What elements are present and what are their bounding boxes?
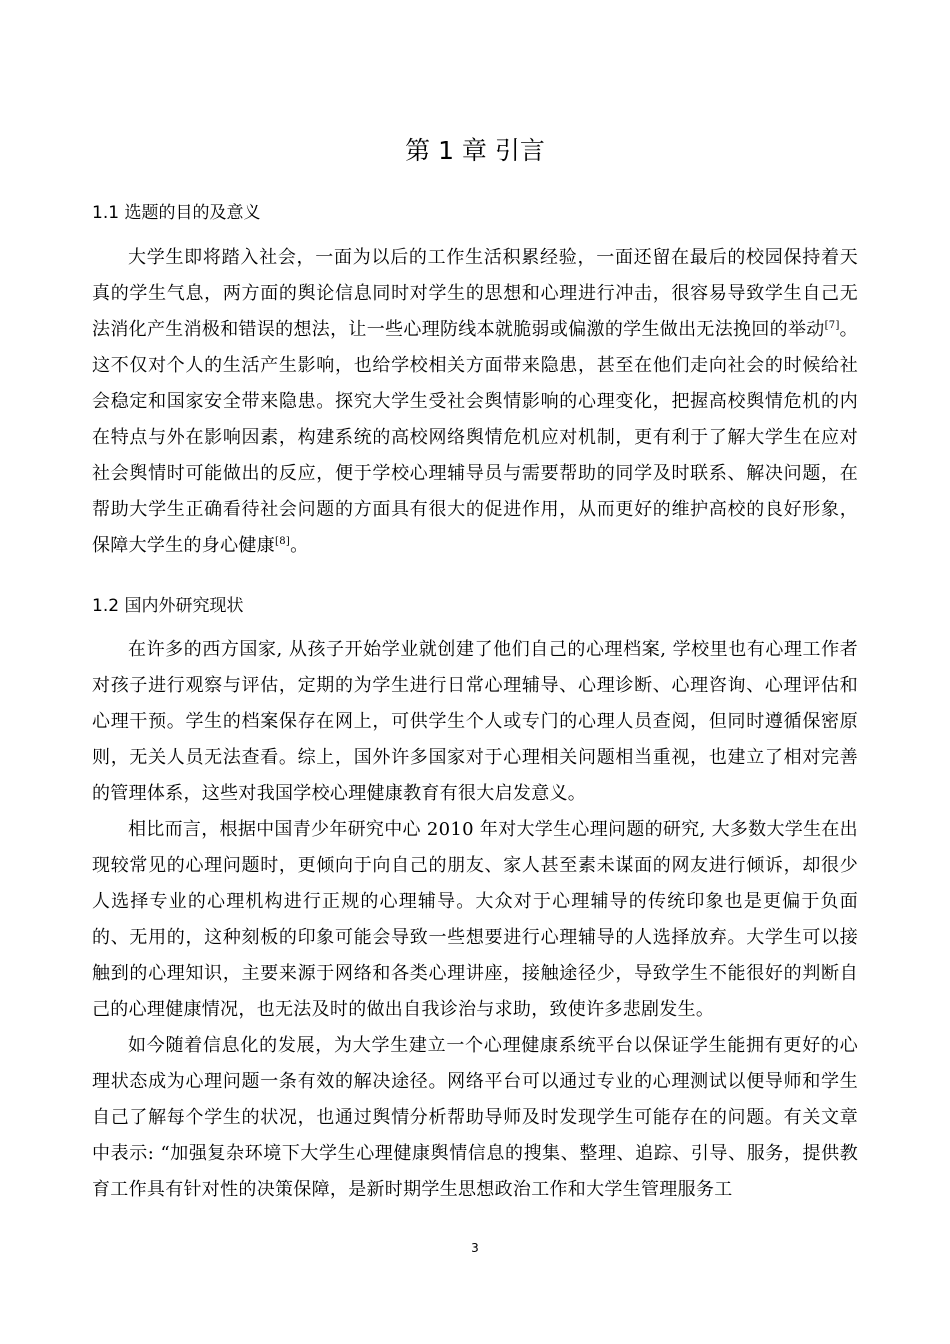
paragraph-text: 大学生即将踏入社会，一面为以后的工作生活积累经验，一面还留在最后的校园保持着天真的学生气息，两方面的舆论信息同时对学生的思想和心理进行冲击，很容易导致学生自己无法消化产生消极和错误的想法，让一些心理防线本就脆弱或偏激的学生做出无法挽回的举动 [92,247,858,340]
document-page [92,0,858,1344]
paragraph-western-countries: 在许多的西方国家, 从孩子开始学业就创建了他们自己的心理档案, 学校里也有心理工作者对孩子进行观察与评估，定期的为学生进行日常心理辅导、心理诊断、心理咨询、心理评估和心理干预。学生的档案保存在网上，可供学生个人或专门的心理人员查阅，但同时遵循保密原则，无关人员无法查看。综上，国外许多国家对于心理相关问题相当重视，也建立了相对完善的管理体系，这些对我国学校心理健康教育有很大启发意义。 [92,639,858,804]
section-heading-1-2: 1.2 国内外研究现状 [92,596,244,616]
citation-ref-7: [7] [824,320,840,331]
paragraph-text: 。 [290,535,309,556]
paragraph-informatization: 如今随着信息化的发展，为大学生建立一个心理健康系统平台以保证学生能拥有更好的心理状态成为心理问题一条有效的解决途径。网络平台可以通过专业的心理测试以便导师和学生自己了解每个学生的状况，也通过舆情分析帮助导师及时发现学生可能存在的问题。有关文章中表示: “加强复杂环境下大学生心理健康舆情信息的搜集、整理、追踪、引导、服务，提供教育工作具有针对性的决策保障，是新时期学生思想政治工作和大学生管理服务工 [92,1035,858,1200]
paragraph-china-comparison: 相比而言，根据中国青少年研究中心 2010 年对大学生心理问题的研究, 大多数大学生在出现较常见的心理问题时，更倾向于向自己的朋友、家人甚至素未谋面的网友进行倾诉，却很少人选择专业的心理机构进行正规的心理辅导。大众对于心理辅导的传统印象也是更偏于负面的、无用的，这种刻板的印象可能会导致一些想要进行心理辅导的人选择放弃。大学生可以接触到的心理知识，主要来源于网络和各类心理讲座，接触途径少，导致学生不能很好的判断自己的心理健康情况，也无法及时的做出自我诊治与求助，致使许多悲剧发生。 [92,819,858,1020]
section-heading-1-1: 1.1 选题的目的及意义 [92,203,261,223]
citation-ref-8: [8] [275,536,291,547]
paragraph-text: 。这不仅对个人的生活产生影响，也给学校相关方面带来隐患，甚至在他们走向社会的时候给社会稳定和国家安全带来隐患。探究大学生受社会舆情影响的心理变化，把握高校舆情危机的内在特点与外在影响因素，构建系统的高校网络舆情危机应对机制，更有利于了解大学生在应对社会舆情时可能做出的反应，便于学校心理辅导员与需要帮助的同学及时联系、解决问题，在帮助大学生正确看待社会问题的方面具有很大的促进作用，从而更好的维护高校的良好形象，保障大学生的身心健康 [92,319,858,556]
chapter-title: 第 1 章 引言 [405,136,545,165]
page-number: 3 [471,1241,479,1255]
paragraph-purpose [92,240,858,564]
